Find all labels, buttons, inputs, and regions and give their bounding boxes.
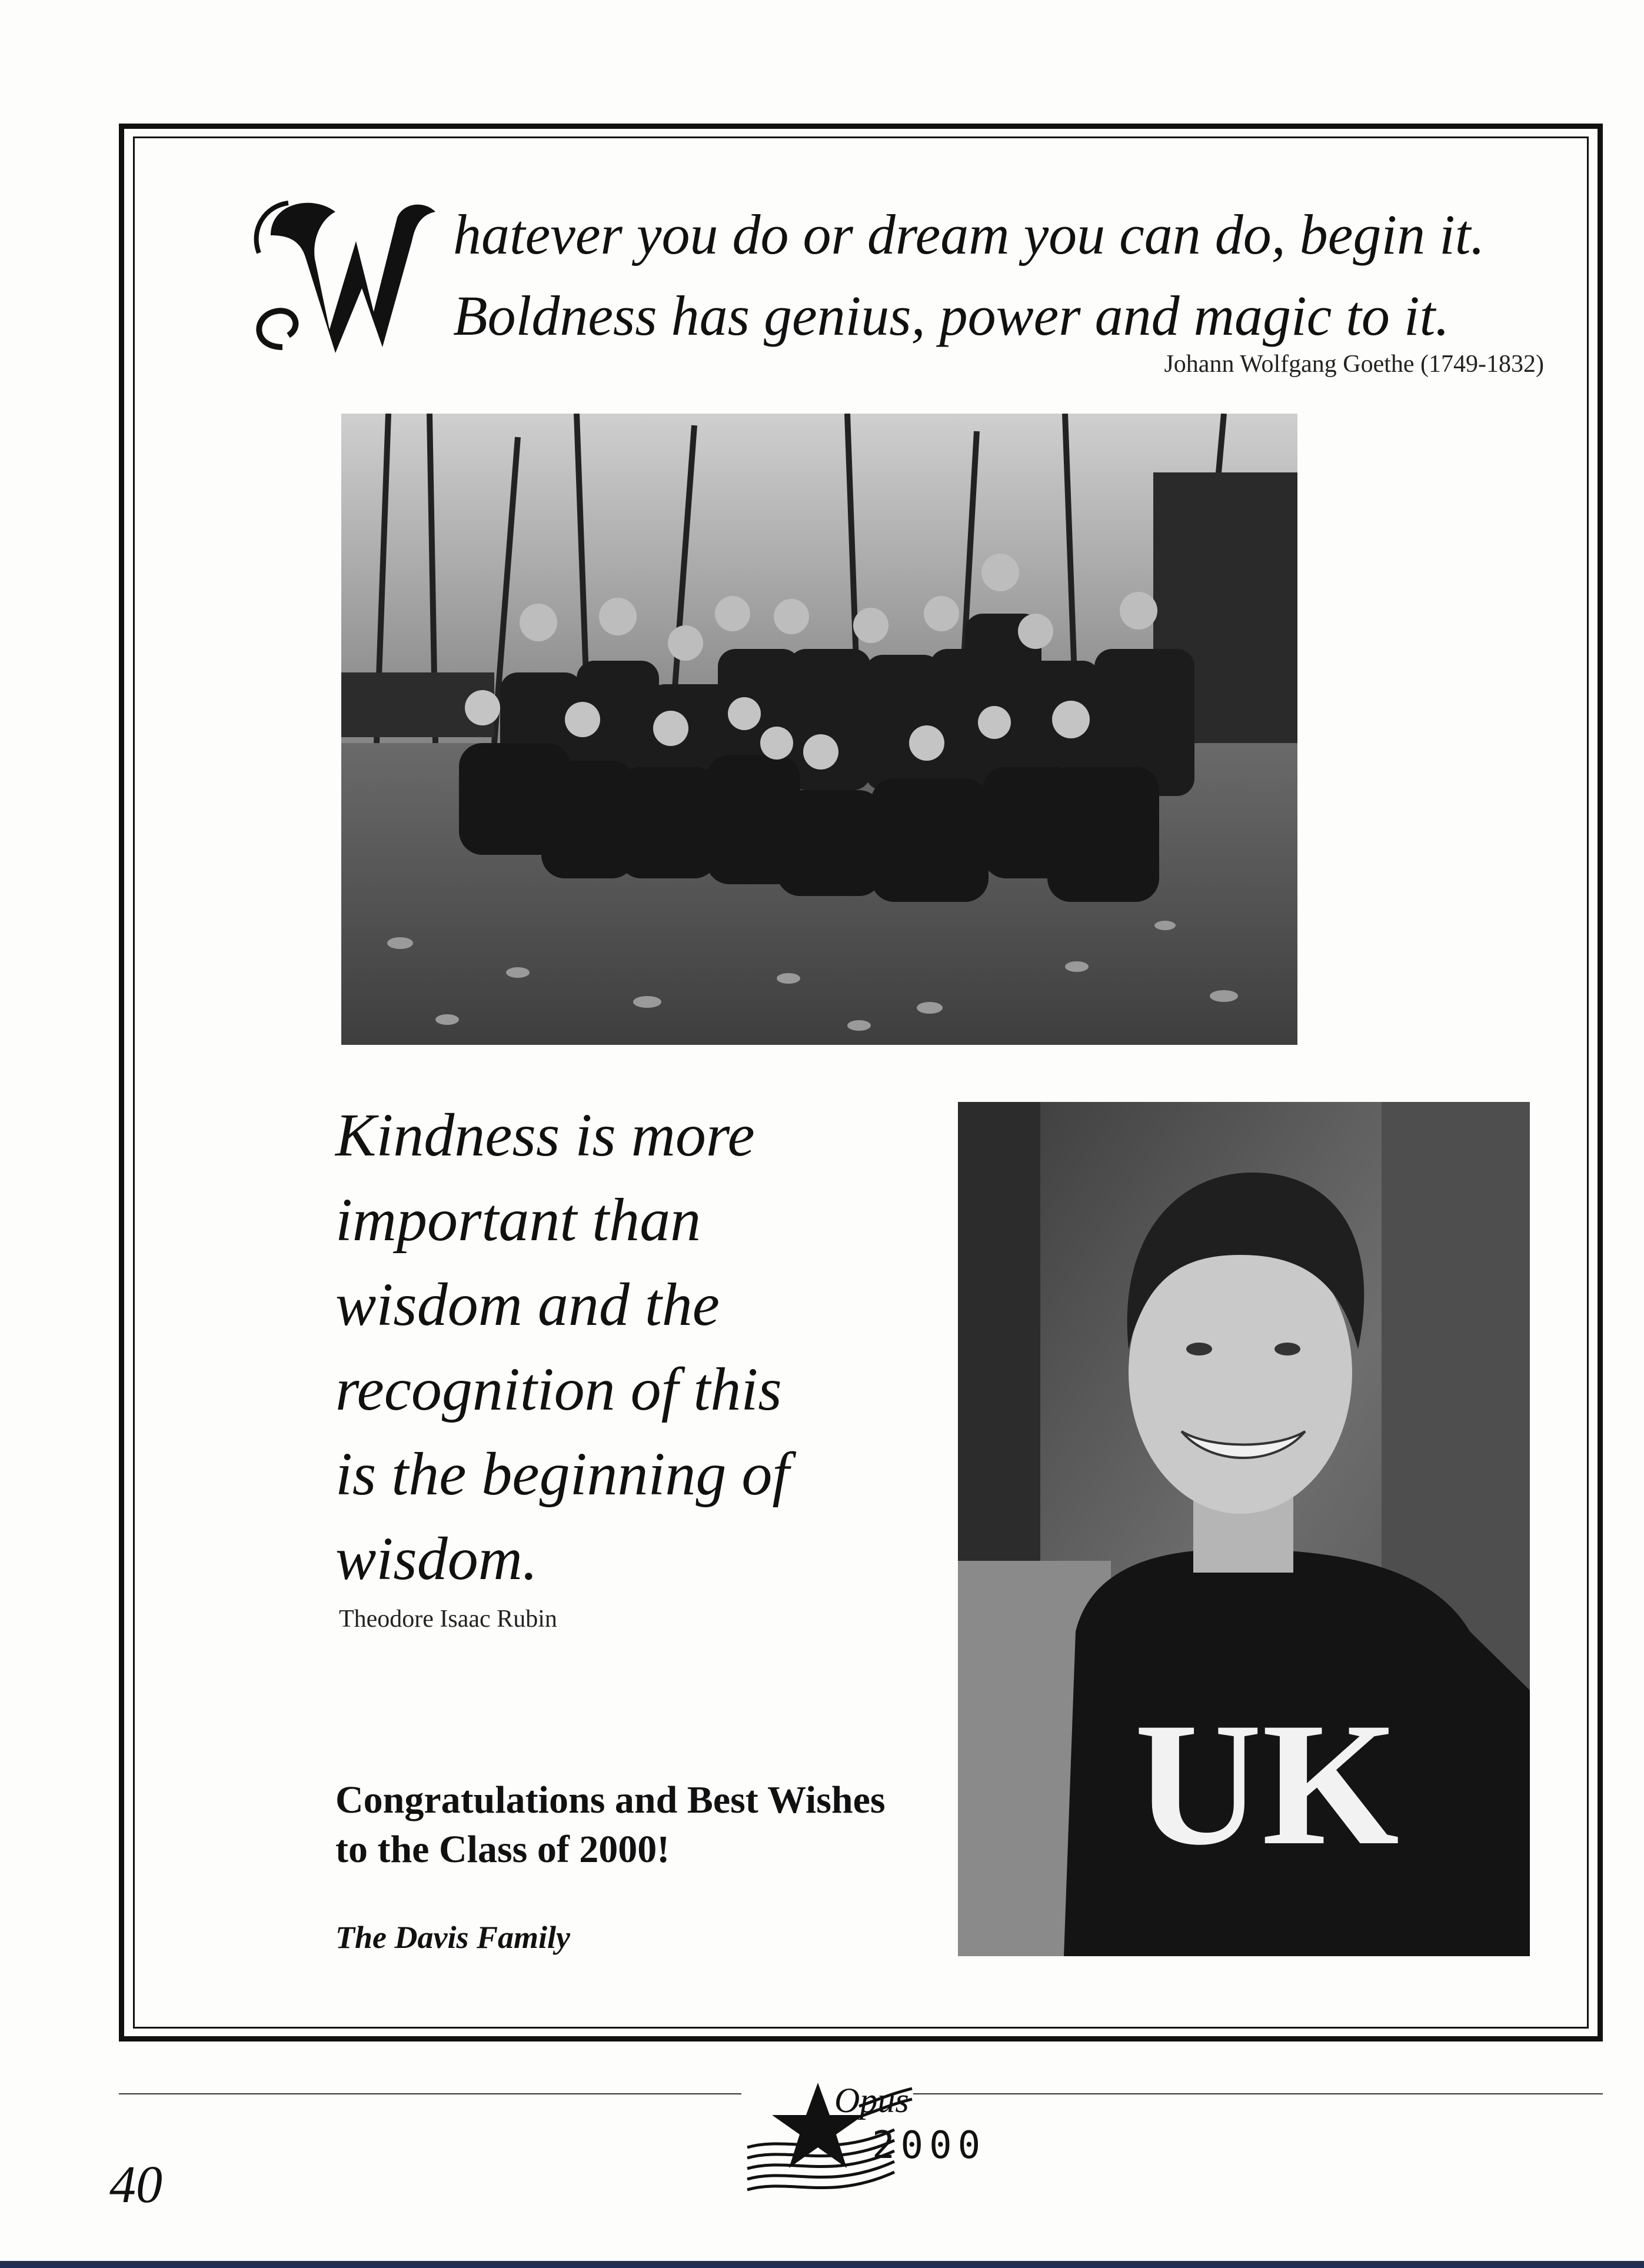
scan-edge <box>0 2261 1644 2268</box>
congratulations-line2: to the Class of 2000! <box>335 1828 670 1871</box>
rubin-quote-line: Kindness is more <box>335 1101 755 1169</box>
page-number: 40 <box>109 2156 162 2214</box>
rubin-quote-line: recognition of this <box>335 1356 782 1423</box>
footer-rule-right <box>913 2093 1603 2094</box>
rubin-quote-line: wisdom and the <box>335 1271 720 1338</box>
congratulations-line1: Congratulations and Best Wishes <box>335 1779 886 1821</box>
goethe-quote <box>453 194 1571 357</box>
rubin-quote-line: is the beginning of <box>335 1440 790 1508</box>
goethe-attribution: Johann Wolfgang Goethe (1749-1832) <box>1164 351 1544 378</box>
congratulations-message <box>335 1776 971 1874</box>
rubin-attribution: Theodore Isaac Rubin <box>339 1606 557 1633</box>
family-signature: The Davis Family <box>335 1920 570 1955</box>
rubin-quote-line: important than <box>335 1186 701 1254</box>
portrait-photo <box>958 1102 1530 1956</box>
group-photo <box>341 414 1297 1045</box>
footer-rule-left <box>119 2093 741 2094</box>
logo-year-text: 2000 <box>872 2124 987 2167</box>
goethe-quote-line1: hatever you do or dream you can do, begin it. <box>453 203 1485 266</box>
rubin-quote <box>335 1093 924 1601</box>
logo-opus-text: Opus <box>834 2081 909 2120</box>
drop-cap-w <box>247 171 447 365</box>
shirt-lettering: UK <box>1134 1686 1399 1881</box>
rubin-quote-line: wisdom. <box>335 1525 538 1593</box>
goethe-quote-line2: Boldness has genius, power and magic to it. <box>453 284 1450 347</box>
